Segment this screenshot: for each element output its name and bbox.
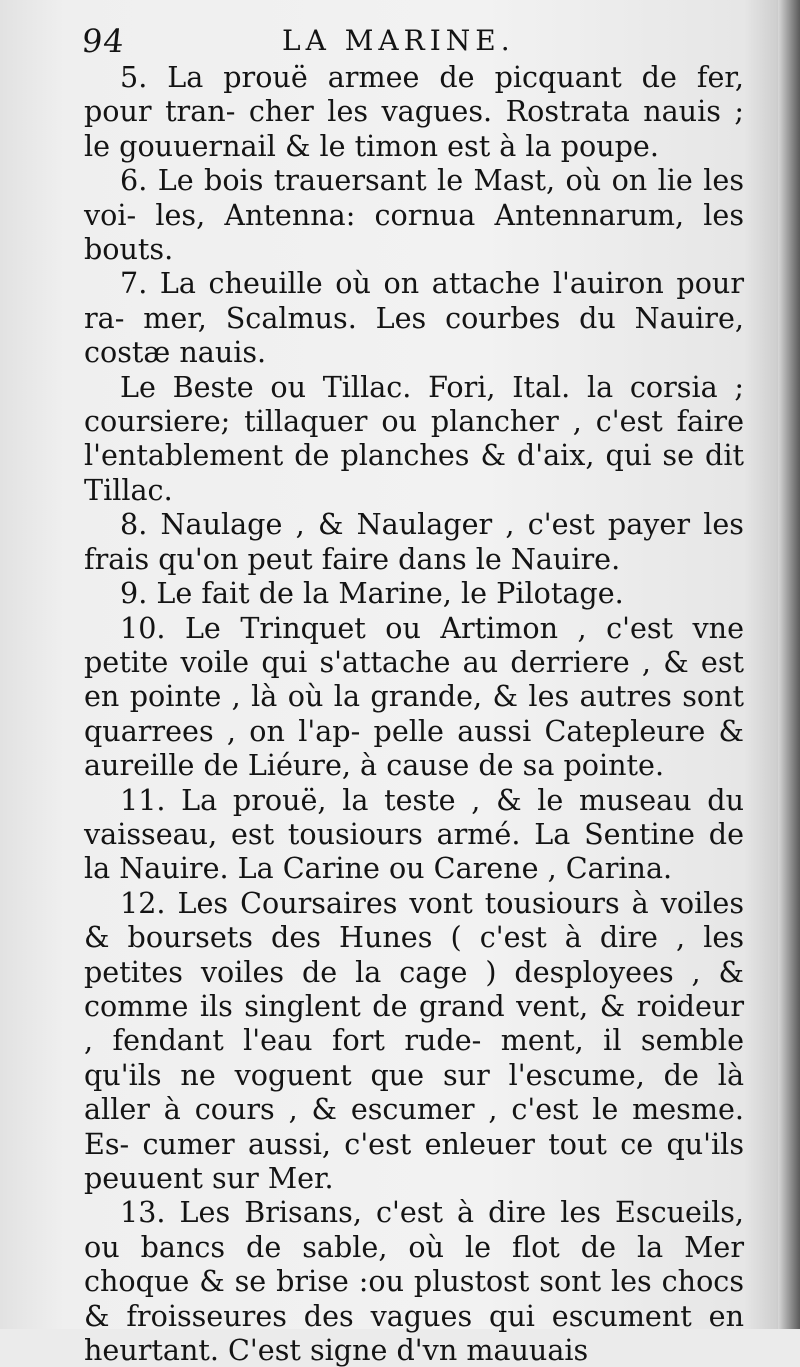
- page-number: 94: [80, 22, 127, 60]
- paragraph-5: 5. La prouë armee de picquant de fer, pour tran- cher les vagues. Rostrata nauis ; le gouuernail & le timon est à la poupe.: [84, 60, 744, 163]
- running-head: LA MARINE.: [282, 24, 515, 57]
- paragraph-9: 9. Le fait de la Marine, le Pilotage.: [120, 576, 624, 611]
- paragraph-12: 12. Les Coursaires vont tousiours à voiles & boursets des Hunes ( c'est à dire , les petites voiles de la cage ) desployees , & comme ils singlent de grand vent, & roideur , fendant l'eau fort rude- ment, il semble qu'ils ne voguent que sur l'escume, de là aller à cours , & escumer , c'est le mesme. Es- cumer aussi, c'est enleuer tout ce qu'ils peuuent sur Mer.: [84, 885, 744, 1195]
- page-header: [82, 22, 752, 62]
- paragraph-8: 8. Naulage , & Naulager , c'est payer les frais qu'on peut faire dans le Nauire.: [84, 507, 744, 576]
- paragraph-7: 7. La cheuille où on attache l'auiron pour ra- mer, Scalmus. Les courbes du Nauire, costæ nauis.: [84, 266, 744, 370]
- paragraph-6: 6. Le bois trauersant le Mast, où on lie les voi- les, Antenna: cornua Antennarum, les bouts.: [84, 163, 744, 267]
- paragraph-tillac: Le Beste ou Tillac. Fori, Ital. la corsia ; coursiere; tillaquer ou plancher , c'est faire l'entablement de planches & d'aix, qui se dit Tillac.: [84, 369, 744, 507]
- page-gutter-shadow: [778, 0, 800, 1329]
- page-body: [84, 60, 744, 1367]
- paragraph-10: 10. Le Trinquet ou Artimon , c'est vne petite voile qui s'attache au derriere , & est en pointe , là où la grande, & les autres sont quarrees , on l'ap- pelle aussi Catepleure & aureille de Liéure, à cause de sa pointe.: [84, 610, 744, 783]
- paragraph-11: 11. La prouë, la teste , & le museau du vaisseau, est tousiours armé. La Sentine de la Nauire. La Carine ou Carene , Carina.: [84, 782, 744, 886]
- paragraph-13: 13. Les Brisans, c'est à dire les Escueils, ou bancs de sable, où le flot de la Mer choque & se brise :ou plustost sont les chocs & froisseures des vagues qui escument en heurtant. C'est signe d'vn mauuais: [84, 1195, 744, 1367]
